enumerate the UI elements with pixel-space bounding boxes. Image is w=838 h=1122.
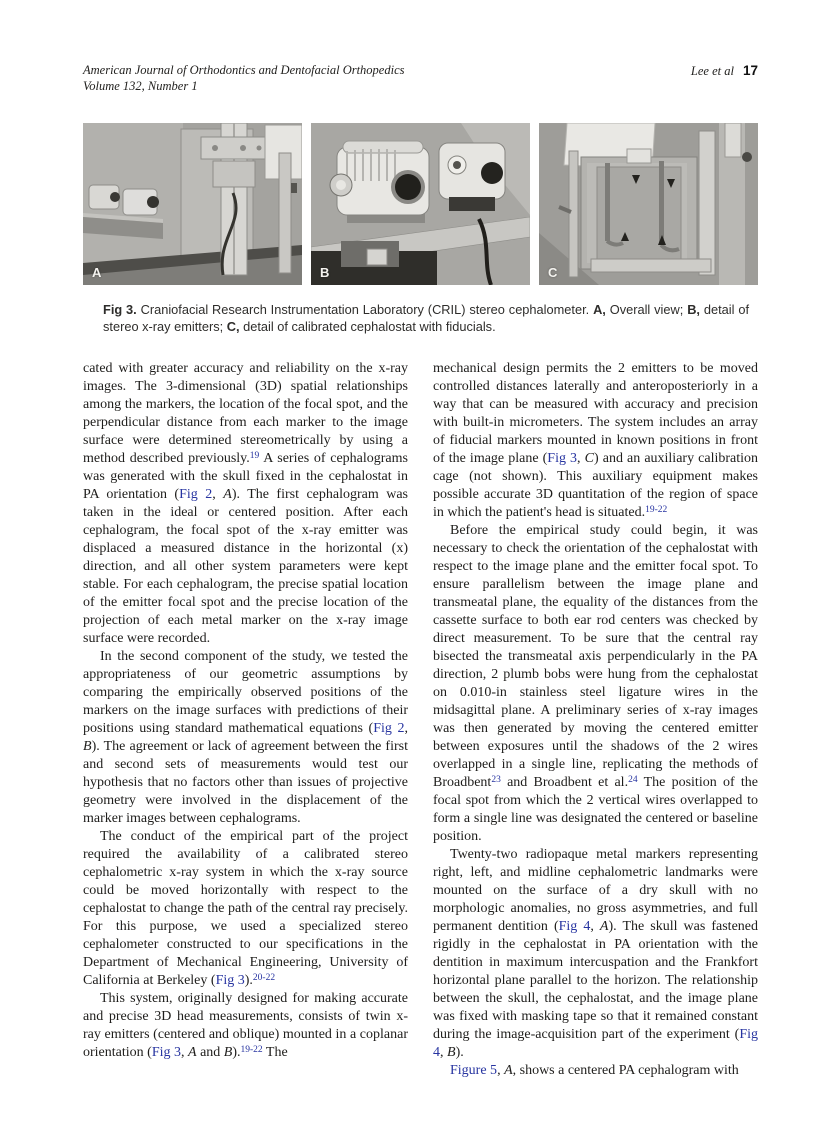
text-segment: ) and an auxiliary calibration cage (not shown). This auxiliary equipment makes possible accurate 3D quantitation of the region of space in which the patient's head is situated. [433, 451, 759, 520]
text-segment: Craniofacial Research Instrumentation Laboratory (CRIL) stereo cephalometer. [136, 302, 594, 317]
text-segment: Before the empirical study could begin, it was necessary to check the orientation of the cephalostat with respect to the image plane and the emitter focal spot. To ensure parallelism between the image plane and transmeatal plane, the equality of the distances from the cassette surface to both ear rod centers was checked by direct measurement. To be sure that the central ray bisected the transmeatal axis perpendicularly in the PA direction, 2 plumb bobs were hung from the cephalostat on 0.010-in stainless steel ligature wires in the midsagittal plane. A preliminary series of x-ray images was then generated by moving the centered emitter between exposures until the shadows of the 2 wires overlapped in a single line, replicating the methods of Broadbent [433, 523, 758, 790]
cephalometer-overall-photo [83, 123, 302, 285]
figure-caption [103, 301, 749, 335]
page-number: 17 [742, 63, 758, 78]
text-segment: A [504, 1063, 513, 1078]
text-segment: ). [455, 1045, 464, 1060]
paragraph [83, 360, 408, 648]
text-segment: The conduct of the empirical part of the project required the availability of a calibrated stereo cephalometric x-ray system in which the x-ray source could be moved horizontally with respect to the cephalostat to change the path of the central ray precisely. For this purpose, we used a specialized stereo cephalometer constructed to our specifications in the Department of Mechanical Engineering, University of California at Berkeley ( [83, 829, 408, 988]
text-segment: The position of the focal spot from which the 2 vertical wires overlapped to form a single line was designated the centered or baseline position. [433, 775, 758, 844]
figure-reference-link[interactable]: Figure 5 [450, 1063, 498, 1078]
figure-3-panel-b [311, 123, 530, 285]
citation-reference-link[interactable]: 19 [249, 450, 260, 461]
text-segment: B [447, 1045, 456, 1060]
text-segment: and [196, 1045, 224, 1060]
paragraph [433, 522, 758, 846]
text-segment: Overall view; [605, 302, 688, 317]
text-segment: and Broadbent et al. [500, 775, 629, 790]
text-segment: , [440, 1045, 447, 1060]
text-segment: , [404, 721, 408, 736]
figure-reference-link[interactable]: Fig 2 [179, 487, 213, 502]
text-segment: detail of calibrated cephalostat with fiducials. [239, 319, 496, 334]
citation-reference-link[interactable]: 19-22 [240, 1044, 263, 1055]
figure-3 [83, 123, 758, 285]
text-segment: cated with greater accuracy and reliability on the x-ray images. The 3-dimensional (3D) spatial relationships among the markers, the location of the focal spot, and the perpendicular distance from each marker to the image surface were determined stereometrically by using a method described previously. [83, 361, 408, 466]
text-segment: Fig 3. [103, 302, 137, 317]
text-segment: ). The first cephalogram was taken in the ideal or centered position. After each cephalogram, the focal spot of the x-ray emitter was displaced a measured distance in the horizontal (x) direction, and all other system parameters were kept stable. For each cephalogram, the precise spatial location of the emitter focal spot and the precise location of the projection of each metal marker on the x-ray image surface were recorded. [83, 487, 409, 646]
journal-title: American Journal of Orthodontics and Dentofacial Orthopedics [83, 63, 405, 77]
text-segment: ). The skull was fastened rigidly in the cephalostat in PA orientation with the dentition in maximum intercuspation and the Frankfort horizontal plane parallel to the horizon. The relationship between the skull, the cephalostat, and the image plane was fixed with masking tape so that it remained constant during the image-acquisition part of the experiment ( [433, 919, 758, 1042]
text-segment: A series of cephalograms was generated with the skull fixed in the cephalostat in PA orientation ( [83, 451, 408, 502]
text-segment: C, [226, 319, 240, 334]
cephalostat-fiducials-photo [539, 123, 758, 285]
text-segment: B, [687, 302, 700, 317]
text-segment: A [599, 919, 609, 934]
paragraph [433, 1062, 758, 1080]
paragraph [433, 360, 758, 522]
figure-reference-link[interactable]: Fig 4 [433, 1027, 758, 1060]
text-segment: A [188, 1045, 197, 1060]
text-segment: In the second component of the study, we tested the appropriateness of our geometric assumptions by comparing the empirically observed positions of the markers on the image surfaces with predictions of their positions using standard mathematical equations ( [83, 649, 408, 736]
text-segment: , [212, 487, 224, 502]
figure-reference-link[interactable]: Fig 3 [151, 1045, 181, 1060]
body-text-left-column [83, 360, 408, 1080]
text-segment: , [497, 1063, 505, 1078]
text-segment: The [262, 1045, 288, 1060]
text-segment: detail of stereo x-ray emitters; [103, 302, 750, 334]
text-segment: Twenty-two radiopaque metal markers representing right, left, and midline cephalometric landmarks were mounted on the surface of a dry skull with no morphologic anomalies, no gross asymmetries, and full permanent dentition ( [433, 847, 758, 934]
text-segment: B [223, 1045, 233, 1060]
figure-reference-link[interactable]: Fig 3 [215, 973, 245, 988]
figure-reference-link[interactable]: Fig 2 [373, 721, 405, 736]
panel-label-c: C [548, 265, 558, 280]
text-segment: C [584, 451, 594, 466]
citation-reference-link[interactable]: 23 [491, 774, 501, 785]
journal-header-right [691, 63, 758, 79]
journal-header-left [83, 63, 405, 94]
journal-volume: Volume 132, Number 1 [83, 78, 198, 93]
figure-reference-link[interactable]: Fig 3 [547, 451, 578, 466]
text-segment: ). [232, 1045, 241, 1060]
paragraph [83, 828, 408, 990]
text-segment: ). The agreement or lack of agreement between the first and second sets of measurements would test our hypothesis that no factors other than issues of projective geometry were involved in the displacement of the marker images between cephalograms. [83, 739, 408, 826]
citation-reference-link[interactable]: 19-22 [645, 504, 668, 515]
article-body [83, 360, 758, 1080]
figure-reference-link[interactable]: Fig 4 [558, 919, 591, 934]
figure-3-panel-c [539, 123, 758, 285]
figure-3-panel-a [83, 123, 302, 285]
citation-reference-link[interactable]: 20-22 [252, 972, 276, 983]
text-segment: A, [593, 302, 606, 317]
xray-emitters-photo [311, 123, 530, 285]
text-segment: , [577, 451, 585, 466]
text-segment: A [223, 487, 232, 502]
panel-label-b: B [320, 265, 330, 280]
paragraph [83, 648, 408, 828]
text-segment: , shows a centered PA cephalogram with [512, 1063, 739, 1078]
text-segment: This system, originally designed for making accurate and precise 3D head measurements, consists of twin x-ray emitters (centered and oblique) mounted in a coplanar orientation ( [83, 991, 408, 1060]
text-segment: mechanical design permits the 2 emitters to be moved controlled distances laterally and anteroposteriorly in a way that can be measured with accuracy and precision with built-in micrometers. The system includes an array of fiducial markers mounted in known positions in front of the image plane ( [433, 361, 758, 466]
paragraph [433, 846, 758, 1062]
text-segment: , [181, 1045, 188, 1060]
paragraph [83, 990, 408, 1062]
text-segment: ). [244, 973, 253, 988]
body-text-right-column [433, 360, 758, 1080]
text-segment: B [83, 739, 92, 754]
text-segment: , [590, 919, 600, 934]
panel-label-a: A [92, 265, 102, 280]
citation-reference-link[interactable]: 24 [628, 774, 638, 785]
running-authors: Lee et al [690, 64, 734, 78]
